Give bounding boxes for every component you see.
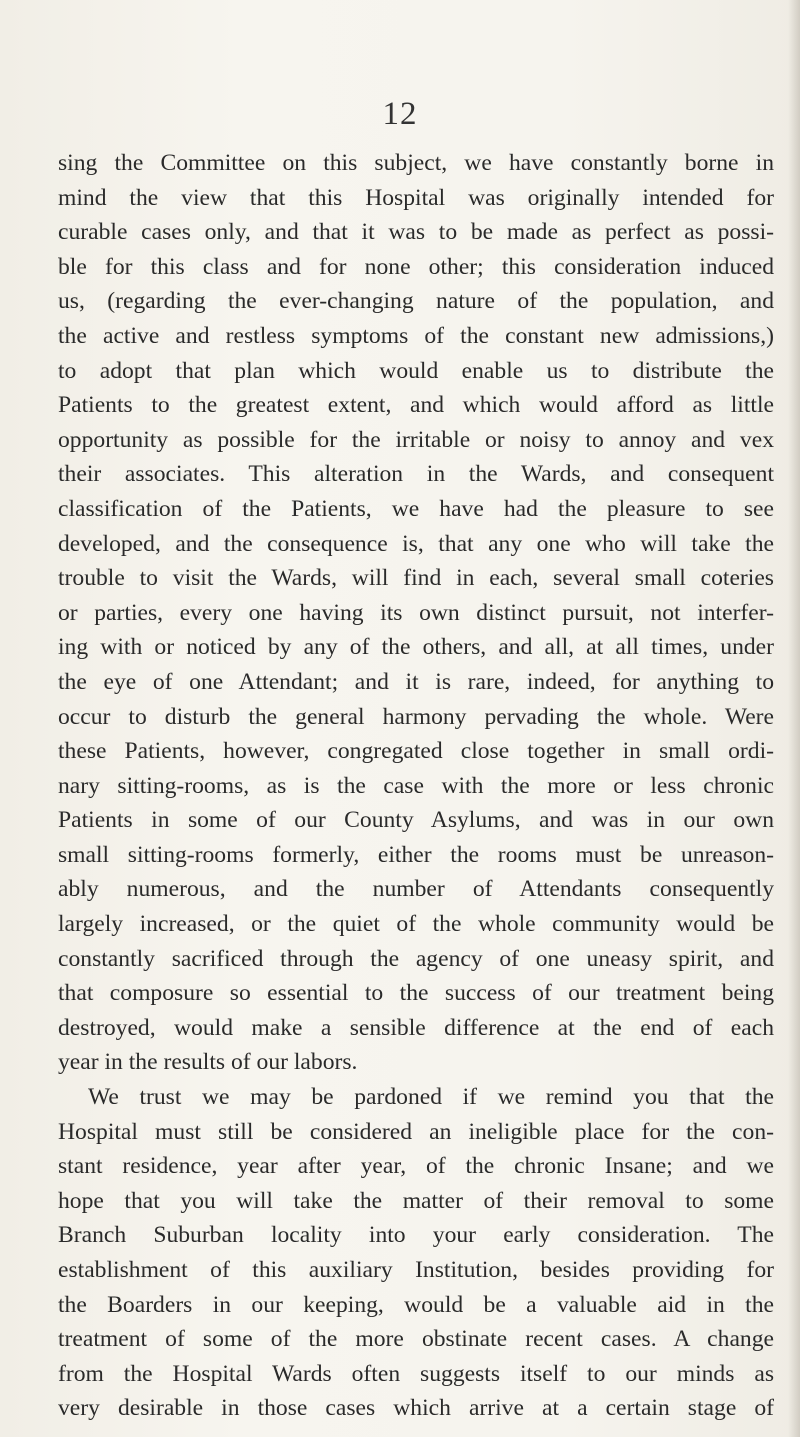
text-line: constantly sacrificed through the agency of one uneasy spirit, and — [58, 945, 774, 972]
text-line: these Patients, however, congregated close together in small ordi- — [58, 738, 774, 765]
text-line: occur to disturb the general harmony pervading the whole. Were — [58, 703, 774, 730]
text-line: developed, and the consequence is, that any one who will take the — [58, 530, 774, 557]
text-line: destroyed, would make a sensible difference at the end of each — [58, 1014, 774, 1041]
text-line: hope that you will take the matter of their removal to some — [58, 1187, 774, 1214]
paragraph-start-line: We trust we may be pardoned if we remind you that the — [88, 1084, 774, 1111]
text-line: trouble to visit the Wards, will find in each, several small coteries — [58, 565, 774, 592]
text-line: nary sitting-rooms, as is the case with the more or less chronic — [58, 772, 774, 799]
text-line: mind the view that this Hospital was originally intended for — [58, 184, 774, 211]
text-line: sing the Committee on this subject, we have constantly borne in — [58, 150, 774, 176]
text-line: their associates. This alteration in the Wards, and consequent — [58, 461, 774, 488]
text-line: Patients to the greatest extent, and which would afford as little — [58, 392, 774, 419]
paragraph-end-line: year in the results of our labors. — [58, 1049, 358, 1076]
text-line: small sitting-rooms formerly, either the rooms must be unreason- — [58, 841, 774, 868]
body-text — [58, 146, 774, 1426]
text-line: Branch Suburban locality into your early consideration. The — [58, 1222, 774, 1249]
text-line: Patients in some of our County Asylums, and was in our own — [58, 807, 774, 834]
text-line: the Boarders in our keeping, would be a valuable aid in the — [58, 1291, 774, 1318]
text-line: classification of the Patients, we have had the pleasure to see — [58, 495, 774, 522]
text-line: establishment of this auxiliary Institution, besides providing for — [58, 1257, 774, 1283]
text-line: the active and restless symptoms of the constant new admissions,) — [58, 322, 774, 349]
text-line: curable cases only, and that it was to be made as perfect as possi- — [58, 219, 774, 246]
page-number: 12 — [382, 96, 418, 132]
page-edge-shadow — [788, 0, 800, 1437]
text-line: ble for this class and for none other; this consideration induced — [58, 253, 774, 280]
text-line: ing with or noticed by any of the others, and all, at all times, under — [58, 634, 774, 661]
text-line: opportunity as possible for the irritable or noisy to annoy and vex — [58, 426, 774, 453]
text-line: that composure so essential to the success of our treatment being — [58, 980, 774, 1007]
text-line: us, (regarding the ever-changing nature of the population, and — [58, 288, 774, 315]
text-line: the eye of one Attendant; and it is rare, indeed, for anything to — [58, 668, 774, 695]
text-line: Hospital must still be considered an ineligible place for the con- — [58, 1118, 774, 1145]
text-line: ably numerous, and the number of Attendants consequently — [58, 876, 774, 903]
text-line: or parties, every one having its own distinct pursuit, not interfer- — [58, 599, 774, 626]
text-line: stant residence, year after year, of the chronic Insane; and we — [58, 1153, 774, 1180]
text-line: largely increased, or the quiet of the whole community would be — [58, 911, 774, 938]
text-line: to adopt that plan which would enable us to distribute the — [58, 357, 774, 384]
text-line: from the Hospital Wards often suggests itself to our minds as — [58, 1360, 774, 1387]
text-line: very desirable in those cases which arrive at a certain stage of — [58, 1395, 774, 1422]
text-line: treatment of some of the more obstinate recent cases. A change — [58, 1326, 774, 1353]
